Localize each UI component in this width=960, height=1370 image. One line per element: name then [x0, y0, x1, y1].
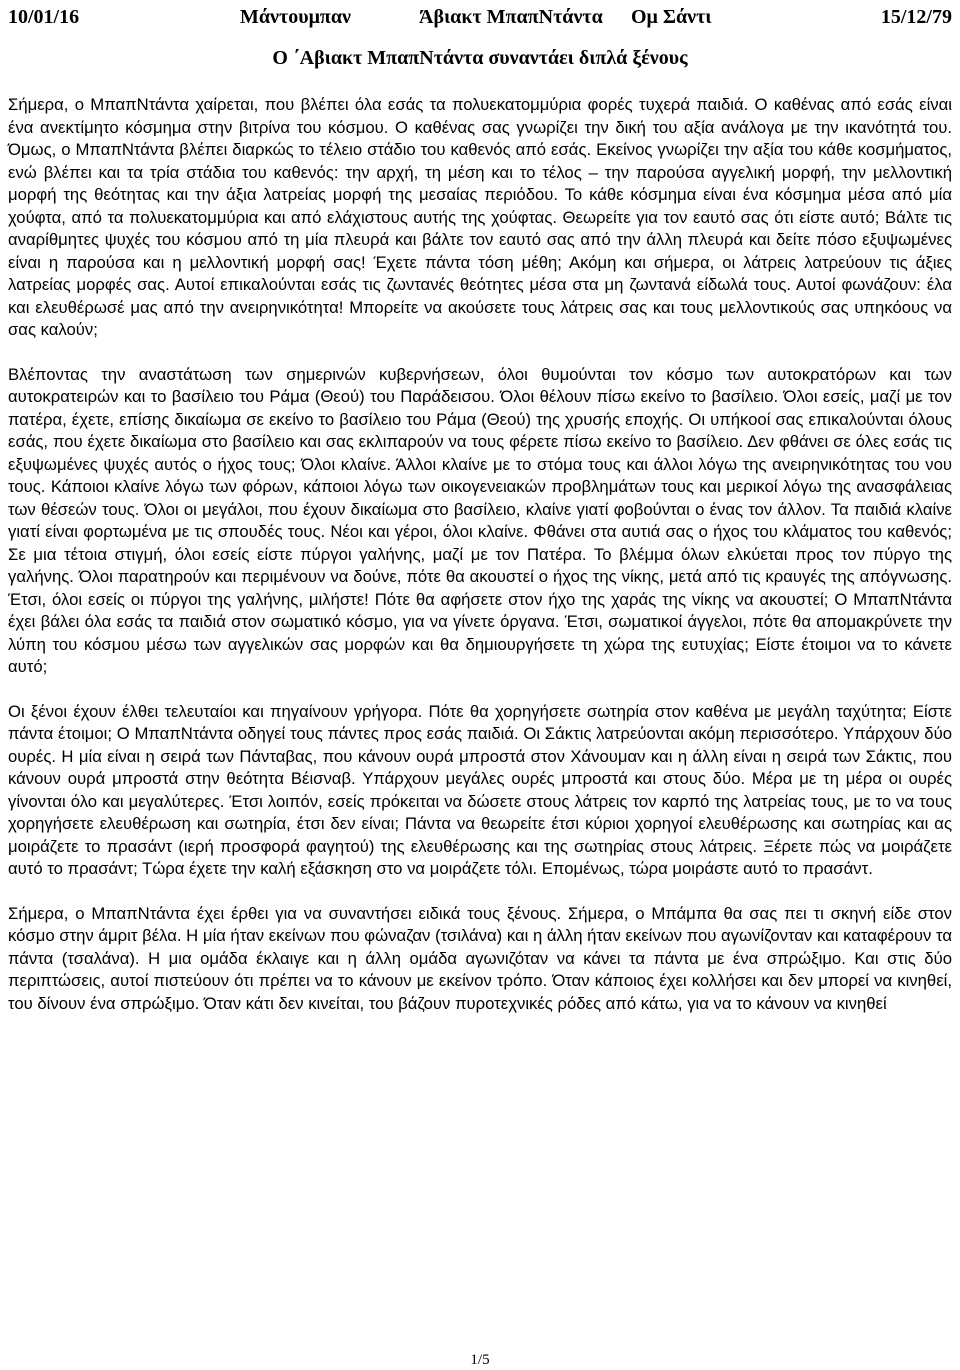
page-header: [8, 4, 952, 30]
paragraph: Βλέποντας την αναστάτωση των σημερινών κυβερνήσεων, όλοι θυμούνται τον κόσμο των αυτοκρατόρων και των αυτοκρατειρών και το βασίλειο του Ράμα (Θεού) του Παράδεισου. Όλοι θέλουν πίσω εκείνο το βασίλειο. Όλοι εσείς, μαζί με τον πατέρα, έχετε, επίσης δικαίωμα σε εκείνο το βασίλειο του Ράμα (Θεού) της χρυσής εποχής. Οι υπήκοοί σας επικαλούνται όλους εσάς, που έχετε δικαίωμα στο βασίλειο και σας εκλιπαρούν να τους φέρετε πίσω εκείνο το βασίλειο. Δεν φθάνει σε όλες εσάς τις εξυψωμένες ψυχές αυτός ο ήχος τους; Όλοι κλαίνε. Άλλοι κλαίνε με το στόμα τους και άλλοι λόγω της ανειρηνικότητας του νου τους. Κάποιοι κλαίνε λόγω των φόρων, κάποιοι λόγω των οικογενειακών προβλημάτων τους και μερικοί λόγω της ανασφάλειας των θέσεών τους. Όλοι οι μεγάλοι, που έχουν δικαίωμα στο βασίλειο, κλαίνε γιατί φοβούνται ο ένας τον άλλον. Τα παιδιά κλαίνε γιατί είναι φορτωμένα με τις σπουδές τους. Νέοι και γέροι, όλοι κλαίνε. Φθάνει στα αυτιά σας ο ήχος του κλάματος του καθενός; Σε μια τέτοια στιγμή, όλοι εσείς είστε πύργοι γαλήνης, μαζί με τον Πατέρα. Το βλέμμα όλων ελκύεται προς τον πύργο της γαλήνης. Όλοι παρατηρούν και περιμένουν να δούνε, πότε θα ακουστεί ο ήχος της νίκης, μετά από τις κραυγές της απόγνωσης. Έτσι, όλοι εσείς οι πύργοι της γαλήνης, μιλήστε! Πότε θα αφήσετε στον ήχο της χαράς της νίκης να ακουστεί; Ο ΜπαπΝτάντα έχει βάλει όλα εσάς τα παιδιά στον σωματικό κόσμο, για να γίνετε όργανα. Έτσι, σωματικοί άγγελοι, πότε θα απομακρύνετε την λύπη του κόσμου μέσω των αγγελικών σας μορφών και θα δημιουργήσετε τη χώρα της ευτυχίας; Είστε έτοιμοι να το κάνετε αυτό;: [8, 364, 952, 676]
document-page: [8, 0, 952, 1370]
header-speaker: Άβιακτ ΜπαπΝτάντα: [419, 6, 603, 28]
header-date-left: 10/01/16: [8, 6, 80, 28]
paragraph: Σήμερα, ο ΜπαπΝτάντα χαίρεται, που βλέπει όλα εσάς τα πολυεκατομμύρια φορές τυχερά παιδιά. Ο καθένας από εσάς είναι ένα ανεκτίμητο κόσμημα στην βιτρίνα του κόσμου. Ο καθένας σας γνωρίζει την δική του αξία ανάλογα με την ικανότητά του. Όμως, ο ΜπαπΝτάντα βλέπει διαρκώς το τέλειο στάδιο του καθενός από εσάς. Εκείνος γνωρίζει την αξία του κάθε κοσμήματος, ενώ βλέπει και τα τρία στάδια του καθενός: την αρχή, τη μέση και το τέλος – την παρούσα αγγελική μορφή, την μελλοντική μορφή της θεότητας και την άξια λατρείας μορφή της μεσαίας περιόδου. Το κάθε κόσμημα είναι ένα κόσμημα μέσα από μία χούφτα, από τα πολυεκατομμύρια και από ελάχιστους αυτής της χούφτας. Θεωρείτε για τον εαυτό σας ότι είστε αυτό; Βάλτε τις αναρίθμητες ψυχές του κόσμου από τη μία πλευρά και βάλτε τον εαυτό σας από την άλλη πλευρά και δείτε πόσο εξυψωμένες είναι η παρούσα και η μελλοντική μορφή σας! Έχετε πάντα τόση μέθη; Ακόμη και σήμερα, οι λάτρεις λατρεύουν τις άξιες λατρείας μορφές σας. Αυτοί επικαλούνται εσάς τις ζωντανές θεότητες μέσα στα μη ζωντανά είδωλά τους. Αυτοί φωνάζουν: έλα και ελευθέρωσέ μας από την ανειρηνικότητα! Μπορείτε να ακούσετε τους λάτρεις σας και τους μελλοντικούς σας υπηκόους να σας καλούν;: [8, 95, 952, 339]
header-date-right: 15/12/79: [880, 6, 952, 28]
document-title: Ο ΄Αβιακτ ΜπαπΝτάντα συναντάει διπλά ξένους: [272, 47, 688, 69]
document-body: [8, 94, 952, 1015]
header-place: Μάντουμπαν: [240, 6, 351, 28]
header-greeting: Ομ Σάντι: [631, 6, 712, 28]
paragraph: Σήμερα, ο ΜπαπΝτάντα έχει έρθει για να συναντήσει ειδικά τους ξένους. Σήμερα, ο Μπάμπα θα σας πει τι σκηνή είδε στον κόσμο στην άμριτ βέλα. Η μία ήταν εκείνων που φώναζαν (τσιλάνα) και η άλλη ήταν εκείνων που αγωνίζονταν και καταφέρουν τα πάντα (τσαλάνα). Η μια ομάδα έκλαιγε και η άλλη ομάδα αγωνιζόταν να κάνει τα πάντα με ένα σπρώξιμο. Και στις δύο περιπτώσεις, αυτοί πιστεύουν ότι πρέπει να το κάνουν με εκείνον τρόπο. Όταν κάποιος έχει κολλήσει και δεν μπορεί να κινηθεί, του δίνουν ένα σπρώξιμο. Όταν κάτι δεν κινείται, του βάζουν πυροτεχνικές ρόδες από κάτω, για να το κάνουν να κινηθεί: [8, 903, 953, 1013]
page-number: 1/5: [470, 1352, 490, 1368]
paragraph: Οι ξένοι έχουν έλθει τελευταίοι και πηγαίνουν γρήγορα. Πότε θα χορηγήσετε σωτηρία στον καθένα με μεγάλη ταχύτητα; Είστε πάντα έτοιμοι; Ο ΜπαπΝτάντα οδηγεί τους πάντες προς εσάς παιδιά. Οι Σάκτις λατρεύονται ακόμη περισσότερο. Υπάρχουν δύο ουρές. Η μία είναι η σειρά των Πάνταβας, που κάνουν ουρά μπροστά στον Χάνουμαν και η άλλη είναι η σειρά των Σάκτις, που κάνουν ουρά μπροστά στην θεότητα Βέισναβ. Υπάρχουν μεγάλες ουρές μπροστά και στους δύο. Μέρα με τη μέρα οι ουρές γίνονται όλο και μεγαλύτερες. Έτσι λοιπόν, εσείς πρόκειται να δώσετε στους λάτρεις τον καρπό της λατρείας τους, με το να τους χορηγήσετε ελευθέρωση και σωτηρία, έτσι δεν είναι; Πάντα να θεωρείτε έτσι κύριοι χορηγοί ελευθέρωσης και σωτηρίας και ας μοιράζετε το πρασάντ (ιερή προσφορά φαγητού) της ελευθέρωσης και της σωτηρίας στους λάτρεις. Ξέρετε πώς να μοιράζετε αυτό το πρασάντ; Τώρα έχετε την καλή εξάσκηση στο να μοιράζετε τόλι. Επομένως, τώρα μοιράστε αυτό το πρασάντ.: [8, 701, 952, 878]
